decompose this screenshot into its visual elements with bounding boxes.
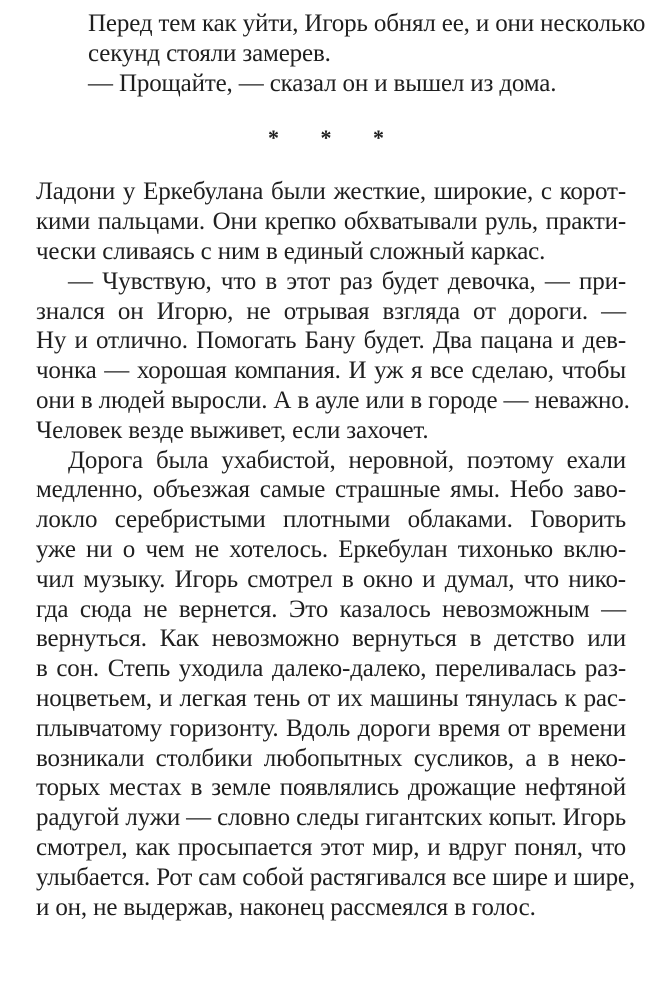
text-line: медленно, объезжая самые страшные ямы. Небо заво- [36,476,626,504]
text-line: чонка — хорошая компания. И уж я все сделаю, чтобы [36,357,626,385]
paragraph [36,446,635,923]
text-line: Человек везде выживет, если захочет. [36,416,429,444]
paragraph [36,267,630,446]
text-line: гда сюда не вернется. Это казалось невозможным — [36,595,626,623]
text-line: — Прощайте, — сказал он и вышел из дома. [88,69,557,97]
paragraph [88,69,626,99]
text-line: они в людей выросли. А в ауле или в городе — неважно. [36,386,630,414]
text-line: кими пальцами. Они крепко обхватывали руль, практи- [36,208,626,236]
text-line: чески сливаясь с ним в единый сложный каркас. [36,237,546,265]
text-line: торых местах в земле появлялись дрожащие нефтяной [36,774,626,802]
text-line: чил музыку. Игорь смотрел в окно и думал, что нико- [36,565,626,593]
text-line: в сон. Степь уходила далеко-далеко, переливалась раз- [36,655,626,683]
text-line: Перед тем как уйти, Игорь обнял ее, и они несколько [88,10,646,37]
text-line: секунд стояли замерев. [88,39,331,67]
text-line: смотрел, как просыпается этот мир, и вдруг понял, что [36,833,626,861]
text-line: радугой лужи — словно следы гигантских копыт. Игорь [36,804,626,832]
section-break: * * * [268,124,402,150]
text-line: уже ни о чем не хотелось. Еркебулан тихонько вклю- [36,535,626,563]
text-line: Ладони у Еркебулана были жесткие, широкие, с корот- [36,178,626,206]
text-line: вернуться. Как невозможно вернуться в детство или [36,625,626,653]
text-line: локло серебристыми плотными облаками. Говорить [36,506,626,534]
section-2 [36,177,635,922]
text-line: знался он Игорю, не отрывая взгляда от дороги. — [36,297,626,325]
text-line: возникали столбики любопытных сусликов, а в неко- [36,744,626,772]
paragraph [36,177,626,266]
text-line: Ну и отлично. Помогать Бану будет. Два пацана и дев- [36,327,626,355]
section-1 [88,9,646,98]
text-line: и он, не выдержав, наконец рассмеялся в голос. [36,893,536,921]
text-line: улыбается. Рот сам собой растягивался все шире и шире, [36,863,635,891]
paragraph [88,9,646,69]
text-line: — Чувствую, что в этот раз будет девочка, — при- [68,267,626,295]
text-line: Дорога была ухабистой, неровной, поэтому ехали [68,446,626,474]
text-line: ноцветьем, и легкая тень от их машины тянулась к рас- [36,684,626,712]
text-line: плывчатому горизонту. Вдоль дороги время от времени [36,714,626,742]
